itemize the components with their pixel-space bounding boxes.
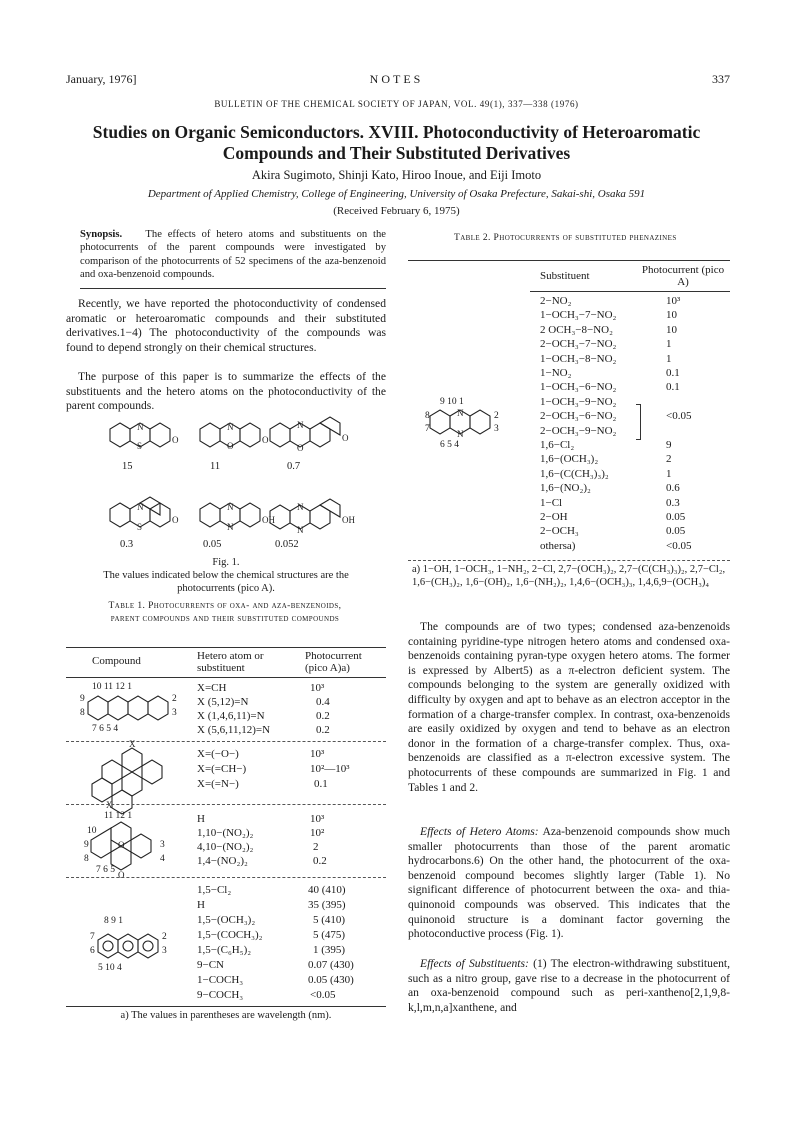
table2-photocurrent-cell: 2 — [666, 453, 672, 466]
table1-cell: 0.2 — [313, 855, 327, 867]
table1-header-photocurrent: Photocurrent (pico A)a) — [305, 650, 362, 674]
table1-label-right-1a: 2 — [172, 694, 177, 704]
table2-substituent-cell: 2 OCH₃−8−NO₂ — [540, 323, 613, 336]
table1-cell: X=(=CH−) — [197, 763, 247, 775]
fig1-value-5: 0.05 — [203, 539, 222, 550]
table1-label-top-1: 10 11 12 1 — [92, 682, 133, 692]
journal-citation: BULLETIN OF THE CHEMICAL SOCIETY OF JAPAN, VOL. 49(1), 337—338 (1976) — [214, 99, 579, 109]
intro-paragraph-1: Recently, we have reported the photoconductivity of condensed aromatic or heteroaromatic compounds and their substituted derivatives.1−4) The photoconductivity of the compounds was found to depend strongly on their chemical structures. — [66, 297, 386, 354]
fig1-value-2: 11 — [210, 461, 221, 472]
synopsis-text: The effects of hetero atoms and substituents on the photocurrents of the parent compounds were investigated by comparison of the photocurrents of 52 specimens of the aza-benzenoid and oxa-benzenoid compounds. — [80, 229, 387, 281]
table2-footnote: a) 1−OH, 1−OCH₃, 1−NH₂, 2−Cl, 2,7−(OCH₃)₂, 2,7−(C(CH₃)₃)₂, 2,7−Cl₂, 1,6−(CH₃)₂, 1,6−(OH)₂, 1,6−(NH₂)₂, 1,4,6−(OCH₃)₃, 1,4,6,9−(OCH₃)₄ — [412, 564, 726, 589]
table1-cell: 1,5−(COCH₃)₂ — [197, 929, 263, 941]
table1-label-left-1a: 9 — [80, 694, 85, 704]
table2-substituent-cell: 1,6−(NO₂)₂ — [540, 482, 591, 495]
svg-text:N: N — [137, 502, 144, 512]
synopsis-label: Synopsis. — [80, 229, 123, 240]
table2-top-rule — [408, 260, 730, 261]
table1-cell: 0.1 — [314, 778, 328, 790]
table2-substituent-cell: 1,6−(OCH₃)₂ — [540, 453, 599, 466]
svg-text:O: O — [172, 515, 179, 525]
table2-substituent-cell: 1−OCH₃−7−NO₂ — [540, 309, 617, 322]
table2-substituent-cell: 1,6−Cl₂ — [540, 439, 575, 451]
table2-photocurrent-cell: 0.1 — [666, 381, 680, 394]
svg-text:S: S — [137, 441, 143, 451]
table1-label-right-4a: 2 — [162, 932, 167, 942]
table2-photocurrent-cell: 1 — [666, 352, 672, 365]
fig1-caption-title: Fig. 1. — [212, 557, 240, 568]
substituents-heading: Effects of Substituents: — [420, 957, 529, 970]
table1-cell: 10²—10³ — [310, 763, 350, 775]
table1-cell: 9−CN — [197, 959, 224, 971]
table2-substituent-cell: 1−OCH₃−8−NO₂ — [540, 352, 617, 365]
table1-group-rule — [66, 741, 386, 742]
table1-cell: 1,5−(OCH₃)₂ — [197, 914, 256, 926]
svg-text:O: O — [172, 435, 179, 445]
affiliation: Department of Applied Chemistry, College of Engineering, University of Osaka Prefecture, Sakai-shi, Osaka 591 — [147, 188, 646, 200]
table1-cell: X (1,4,6,11)=N — [197, 710, 265, 722]
table1-cell: 0.07 (430) — [308, 959, 354, 971]
table1-top-rule — [66, 647, 386, 648]
table1-label-left-3b: 9 — [84, 840, 89, 850]
svg-text:O: O — [118, 840, 125, 850]
table1-group-rule — [66, 804, 386, 805]
table1-cell: 0.2 — [316, 710, 330, 722]
table1-label-left-3c: 8 — [84, 854, 89, 864]
table2-photocurrent-cell: 10³ — [666, 295, 681, 307]
table2-brace — [636, 404, 641, 440]
table1-group-rule — [66, 877, 386, 878]
table1-label-bottom-1: 7 6 5 4 — [92, 724, 119, 734]
table1-cell: 9−COCH₃ — [197, 989, 244, 1001]
table1-label-bottom-4: 5 10 4 — [98, 963, 122, 973]
table2-substituent-cell: 1−Cl — [540, 496, 563, 509]
svg-text:N: N — [227, 422, 234, 432]
table2-bottom-rule — [408, 560, 730, 561]
table2-substituent-cell: 2−OCH₃−6−NO₂ — [540, 410, 617, 423]
hetero-atoms-heading: Effects of Hetero Atoms: — [420, 825, 539, 838]
substituents-text: (1) The electron-withdrawing substituent, such as a nitro group, gave rise to a decrease in the photocurrent of an oxa-benzenoid compound such as peri-xantheno[2,1,9,8-k,l,m,n,a]xanthene, and — [408, 957, 731, 1014]
table1-cell: X=(=N−) — [197, 778, 239, 790]
table1-cell: 1,5−Cl₂ — [197, 884, 232, 896]
table2-label-top: 9 10 1 — [440, 397, 464, 407]
fig1-structures — [100, 415, 380, 560]
table2-header-substituent: Substituent — [540, 270, 590, 282]
table1-cell: 10² — [310, 827, 325, 839]
table1-cell: 1,4−(NO₂)₂ — [197, 855, 248, 867]
svg-text:OH: OH — [262, 515, 275, 525]
table1-label-left-4b: 6 — [90, 946, 95, 956]
table2-substituent-cell: 1−OCH₃−6−NO₂ — [540, 381, 617, 394]
svg-text:N: N — [227, 522, 234, 532]
table2-photocurrent-cell: 1 — [666, 338, 672, 351]
table1-cell: X (5,12)=N — [197, 696, 249, 708]
table2-photocurrent-cell: 10 — [666, 309, 677, 322]
table2-title: Table 2. Photocurrents of substituted phenazines — [454, 233, 677, 243]
table1-footnote: a) The values in parentheses are wavelength (nm). — [120, 1010, 332, 1021]
table2-photocurrent-cell: 0.6 — [666, 482, 680, 495]
svg-text:N: N — [457, 429, 464, 439]
table1-label-left-1b: 8 — [80, 708, 85, 718]
svg-text:O: O — [297, 443, 304, 453]
table1-header-rule — [66, 677, 386, 678]
fig1-value-4: 0.3 — [120, 539, 134, 550]
fig1-value-6: 0.052 — [275, 539, 299, 550]
table1-cell: H — [197, 813, 205, 825]
table2-substituent-cell: 2−OCH₃−9−NO₂ — [540, 424, 617, 437]
right-paragraph-1: The compounds are of two types; condensed aza-benzenoids containing pyridine-type nitrogen hetero atoms and condensed oxa-benzenoids containing pyran-type oxygen hetero atoms. The former is expressed by Albert5) as a π-electron deficient system. The compounds belonging to the system are generally oxidized with difficulty by oxygen and apt to behave as an electron acceptor in the formation of a charge-transfer complex. In contrast, oxa-benzenoids are easily oxidized by oxygen and tend to behave as an electron donor in the formation of a charge-transfer complex. Thus, oxa-benzenoids are classified as a π-electron excessive system. The photocurrents of these compounds are summarized in Fig. 1 and Tables 1 and 2. — [408, 620, 730, 794]
hetero-atoms-text: Aza-benzenoid compounds show much smaller photocurrents than those of the parent aromatic hydrocarbons.6) On the other hand, the photocurrent of the oxa-benzenoid compound becomes slightly larger (Table 1). No significant difference of photocurrent between the oxa- and thia-quinonoid compounds was observed. This indicates that the quinonoid structure is a dominant factor governing the photoconductive process (Fig. 1). — [408, 825, 730, 941]
table2-substituent-cell: 2−NO₂ — [540, 295, 572, 307]
right-paragraph-3 — [408, 957, 730, 1015]
svg-text:O: O — [262, 435, 269, 445]
svg-text:O: O — [118, 870, 125, 880]
running-header-date: January, 1976] — [66, 72, 137, 86]
table2-substituent-cell: 2−OCH₃ — [540, 525, 579, 538]
fig1-caption-text: The values indicated below the chemical structures are the photocurrents (pico A). — [103, 570, 349, 594]
table1-cell: 35 (395) — [308, 899, 346, 911]
synopsis — [80, 228, 386, 282]
table1-structure-1 — [88, 694, 178, 724]
table2-label-left-a: 8 — [425, 411, 430, 421]
table2-substituent-cell: 2−OCH₃−7−NO₂ — [540, 338, 617, 351]
table2-photocurrent-cell: <0.05 — [666, 410, 692, 423]
table1-cell: 1−COCH₃ — [197, 974, 244, 986]
table2-substituent-cell: 1−NO₂ — [540, 367, 572, 379]
table2-substituent-cell: othersa) — [540, 539, 576, 552]
table1-cell: 40 (410) — [308, 884, 346, 896]
synopsis-rule — [80, 288, 386, 289]
table1-label-right-3a: 3 — [160, 840, 165, 850]
table2-label-left-b: 7 — [425, 424, 430, 434]
table1-cell: 4,10−(NO₂)₂ — [197, 841, 254, 853]
svg-text:O: O — [227, 441, 234, 451]
table1-title: Table 1. Photocurrents of oxa- and aza-benzenoids, parent compounds and their substituted compounds — [108, 601, 342, 624]
table1-label-right-1b: 3 — [172, 708, 177, 718]
table1-cell: 2 — [313, 841, 319, 853]
table1-cell: 10³ — [310, 813, 325, 825]
table2-substituent-cell: 1−OCH₃−9−NO₂ — [540, 395, 617, 408]
right-paragraph-2 — [408, 825, 730, 942]
table2-substituent-cell: 2−OH — [540, 511, 568, 523]
svg-text:N: N — [137, 422, 144, 432]
table2-label-right-b: 3 — [494, 424, 499, 434]
table1-header-substituent: Hetero atom or substituent — [197, 650, 264, 674]
table1-structure-2 — [92, 739, 172, 810]
svg-text:N: N — [297, 502, 304, 512]
table1-label-left-3a: 10 — [87, 826, 97, 836]
svg-text:N: N — [297, 525, 304, 535]
table1-label-left-4a: 7 — [90, 932, 95, 942]
table2-photocurrent-cell: <0.05 — [666, 539, 692, 552]
table1-header-compound: Compound — [92, 655, 141, 667]
table2-label-bottom: 6 5 4 — [440, 440, 459, 450]
table1-label-top-4: 8 9 1 — [104, 916, 123, 926]
page-number: 337 — [712, 72, 730, 86]
table1-cell: 1,5−(C₆H₅)₂ — [197, 944, 252, 956]
running-header-section: NOTES — [369, 72, 424, 86]
table2-photocurrent-cell: 0.1 — [666, 367, 680, 379]
table2-header-photocurrent: Photocurrent (pico A) — [641, 264, 725, 288]
table1-cell: 5 (410) — [313, 914, 346, 926]
intro-paragraph-2: The purpose of this paper is to summarize the effects of the substituents and the hetero atoms on the photoconductivity of the parent compounds. — [66, 370, 386, 413]
table1-cell: <0.05 — [310, 989, 336, 1001]
table1-cell: 0.2 — [316, 724, 330, 736]
table2-label-right-a: 2 — [494, 411, 499, 421]
table2-phenazine-structure — [430, 406, 494, 440]
fig1-value-1: 15 — [122, 461, 133, 472]
table2-photocurrent-cell: 0.05 — [666, 525, 686, 538]
table1-cell: 0.4 — [316, 696, 330, 708]
table2-photocurrent-cell: 9 — [666, 439, 672, 451]
table1-cell: H — [197, 899, 205, 911]
svg-text:S: S — [137, 522, 143, 532]
svg-text:X: X — [106, 800, 113, 810]
table2-photocurrent-cell: 0.3 — [666, 496, 680, 509]
table1-label-right-3b: 4 — [160, 854, 165, 864]
table1-bottom-rule — [66, 1006, 386, 1007]
table2-photocurrent-cell: 0.05 — [666, 511, 686, 523]
svg-text:X: X — [129, 739, 136, 749]
fig1-value-3: 0.7 — [287, 461, 301, 472]
svg-text:OH: OH — [342, 515, 355, 525]
table2-header-rule — [530, 291, 730, 292]
table1-cell: 10³ — [310, 682, 325, 694]
author-list: Akira Sugimoto, Shinji Kato, Hiroo Inoue, and Eiji Imoto — [251, 168, 542, 182]
table1-label-top-3: 11 12 1 — [104, 811, 133, 821]
table1-cell: 10³ — [310, 748, 325, 760]
svg-text:N: N — [227, 502, 234, 512]
table2-substituent-cell: 1,6−(C(CH₃)₃)₂ — [540, 467, 609, 480]
table1-cell: 5 (475) — [313, 929, 346, 941]
table2-photocurrent-cell: 10 — [666, 323, 677, 336]
table1-cell: X (5,6,11,12)=N — [197, 724, 271, 736]
table1-structure-4 — [98, 930, 160, 964]
table1-cell: 0.05 (430) — [308, 974, 354, 986]
svg-text:N: N — [457, 408, 464, 418]
table2-photocurrent-cell: 1 — [666, 467, 672, 480]
table1-cell: 1,10−(NO₂)₂ — [197, 827, 254, 839]
table1-label-bottom-3: 7 6 5 — [96, 865, 115, 875]
received-date: (Received February 6, 1975) — [333, 205, 460, 217]
svg-text:O: O — [342, 433, 349, 443]
table1-cell: X=(−O−) — [197, 748, 239, 760]
svg-text:N: N — [297, 420, 304, 430]
table1-cell: X=CH — [197, 682, 227, 694]
paper-title: Studies on Organic Semiconductors. XVIII. Photoconductivity of Heteroaromatic Compounds and Their Substituted Derivatives — [92, 122, 701, 163]
table1-label-right-4b: 3 — [162, 946, 167, 956]
table1-cell: 1 (395) — [313, 944, 346, 956]
